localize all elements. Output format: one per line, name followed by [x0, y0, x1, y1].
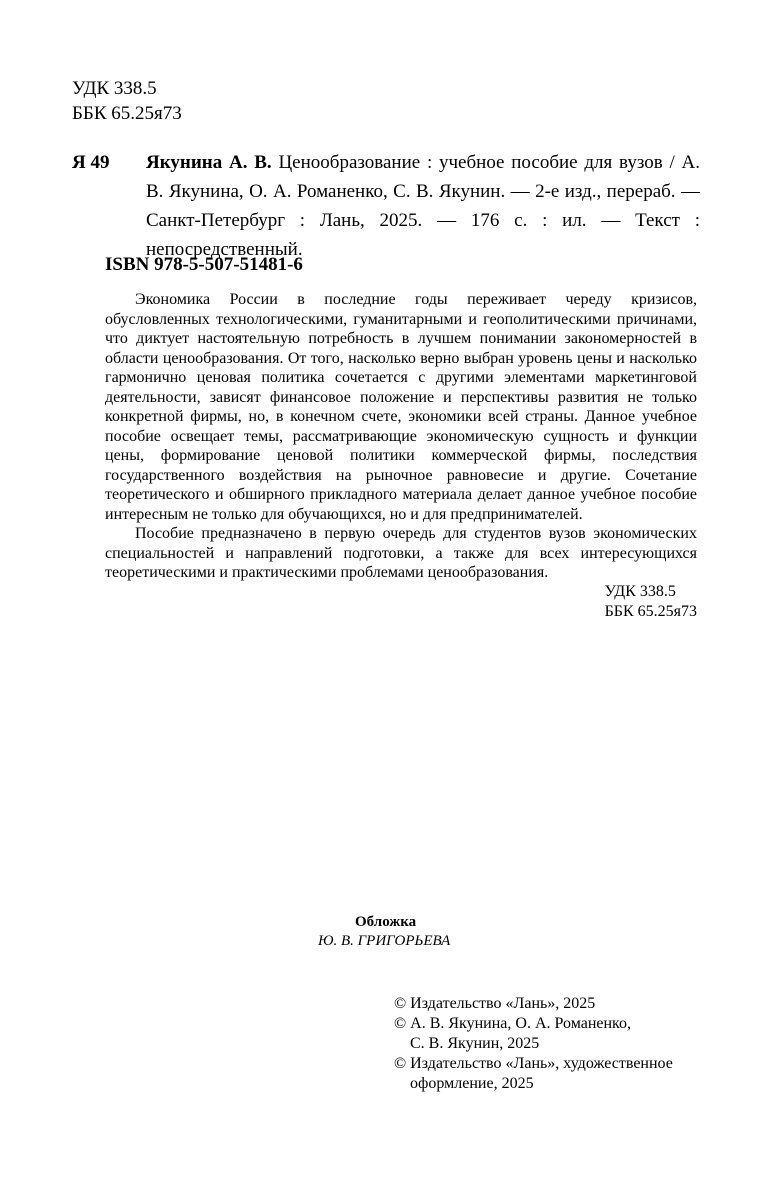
copyright-authors-cont: С. В. Якунин, 2025 — [410, 1035, 540, 1052]
udk-code: УДК 338.5 — [72, 78, 157, 99]
classification-header — [72, 76, 182, 126]
abstract — [105, 290, 697, 583]
copyright-design: © Издательство «Лань», художественное — [394, 1055, 673, 1072]
abstract-paragraph: Экономика России в последние годы переживает череду кризисов, обусловленных технологическими, гуманитарными и геополитическими причинами, что диктует настоятельную потребность в лучшем понимании закономерностей в области ценообразования. От того, насколько верно выбран уровень цены и насколько гармонично ценовая политика сочетается с другими элементами маркетинговой деятельности, зависят финансовое положение и перспективы развития не только конкретной фирмы, но, в конечном счете, экономики всей страны. Данное учебное пособие освещает темы, рассматривающие экономическую сущность и функции цены, формирование ценовой политики коммерческой фирмы, последствия государственного воздействия на рыночное равновесие и другие. Сочетание теоретического и обширного прикладного материала делает данное учебное пособие интересным не только для обучающихся, но и для предпринимателей. — [105, 291, 697, 523]
cover-label: Обложка — [355, 914, 417, 930]
bibliographic-record — [72, 148, 700, 264]
udk-code-bottom: УДК 338.5 — [604, 583, 676, 600]
bbk-code-bottom: ББК 65.25я73 — [604, 603, 697, 620]
cover-credit — [0, 913, 769, 951]
copyright-authors: © А. В. Якунина, О. А. Романенко, — [394, 1015, 631, 1032]
copyright-publisher: © Издательство «Лань», 2025 — [394, 995, 596, 1012]
copyright-block — [394, 994, 673, 1094]
bbk-code: ББК 65.25я73 — [72, 103, 182, 124]
cover-designer: Ю. В. ГРИГОРЬЕВА — [318, 933, 451, 949]
abstract-paragraph: Пособие предназначено в первую очередь для студентов вузов экономических специальностей и направлений подготовки, а также для всех интересующихся теоретическими и практическими проблемами ценообразования. — [105, 525, 697, 581]
author-mark: Я 49 — [72, 152, 110, 173]
author-name: Якунина А. В. — [146, 152, 272, 173]
classification-footer — [605, 582, 697, 622]
copyright-design-cont: оформление, 2025 — [410, 1075, 534, 1092]
bibliographic-description — [146, 148, 700, 264]
isbn: ISBN 978-5-507-51481-6 — [105, 254, 303, 275]
description-text: Ценообразование : учебное пособие для вузов / А. В. Якунина, О. А. Романенко, С. В. Якунин. — 2-е изд., перераб. — Санкт-Петербург : Лань, 2025. — 176 с. : ил. — Текст : непосредственный. — [146, 152, 700, 260]
